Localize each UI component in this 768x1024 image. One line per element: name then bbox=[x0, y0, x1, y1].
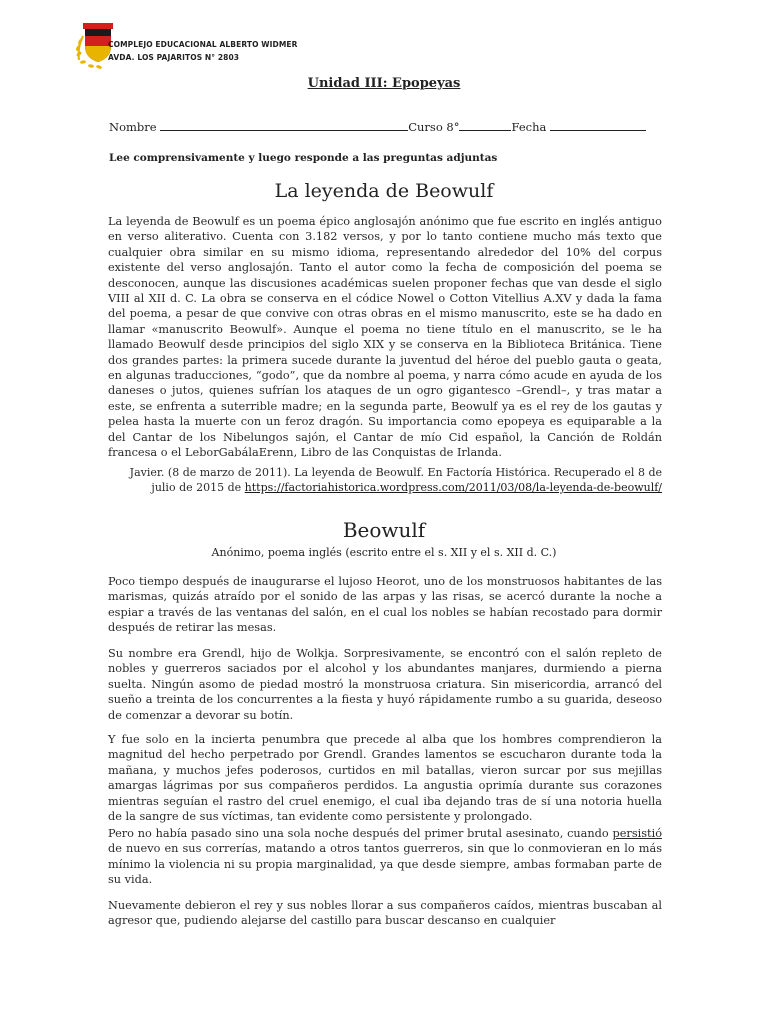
citation-text: Javier. (8 de marzo de 2011). La leyenda de Beowulf. En Factoría Histórica. Recuperado el 8 de julio de 2015 de bbox=[129, 466, 662, 495]
paragraph-4-underlined-word: persistió bbox=[612, 827, 662, 840]
section2-subtitle: Anónimo, poema inglés (escrito entre el s. XII y el s. XII d. C.) bbox=[211, 546, 557, 559]
paragraph-2: Su nombre era Grendl, hijo de Wolkja. Sorpresivamente, se encontró con el salón repleto de nobles y guerreros saciados por el alcohol y los abundantes manjares, durmiendo a pierna suelta. Ningún asomo de piedad mostró la monstruosa criatura. Sin misericordia, arrancó del sueño a treinta de los concurrentes a la fiesta y huyó rápidamente rumbo a su guarida, deseoso de comenzar a devorar su botín. bbox=[108, 647, 662, 722]
school-info bbox=[108, 38, 298, 64]
nombre-label: Nombre bbox=[109, 120, 157, 134]
paragraph-3: Y fue solo en la incierta penumbra que precede al alba que los hombres comprendieron la magnitud del hecho perpetrado por Grendl. Grandes lamentos se escucharon durante toda la mañana, y muchos jefes poderosos, curtidos en mil batallas, vieron surcar por sus mejillas amargas lágrimas por sus compañeros perdidos. La angustia oprimía durante sus corazones mientras seguían el rastro del cruel enemigo, el cual iba dejando tras de sí una notoria huella de la sangre de sus víctimas, tan evidente como persistente y prolongado. bbox=[108, 733, 662, 824]
section1-title: La leyenda de Beowulf bbox=[274, 180, 494, 202]
paragraph-4-before: Pero no había pasado sino una sola noche después del primer brutal asesinato, cuando bbox=[108, 827, 613, 840]
citation bbox=[108, 465, 662, 496]
section2-title: Beowulf bbox=[342, 518, 426, 542]
fecha-blank[interactable] bbox=[550, 119, 646, 131]
nombre-blank[interactable] bbox=[160, 119, 408, 131]
curso-label: Curso 8° bbox=[408, 120, 460, 134]
section1-body: La leyenda de Beowulf es un poema épico anglosajón anónimo que fue escrito en inglés antiguo en verso aliterativo. Cuenta con 3.182 versos, y por lo tanto contiene mucho más texto que cualquier obra similar en su mismo idioma, representando alrededor del 10% del corpus existente del verso anglosajón. Tanto el autor como la fecha de composición del poema se desconocen, aunque las discusiones académicas suelen proponer fechas que van desde el siglo VIII al XII d. C. La obra se conserva en el códice Nowel o Cotton Vitellius A.XV y dada la fama del poema, a pesar de que convive con otras obras en el mismo manuscrito, este se ha dado en llamar «manuscrito Beowulf». Aunque el poema no tiene título en el manuscrito, se le ha llamado Beowulf desde principios del siglo XIX y se conserva en la Biblioteca Británica. Tiene dos grandes partes: la primera sucede durante la juventud del héroe del pueblo gauta o geata, en algunas traducciones, “godo”, que da nombre al poema, y narra cómo acude en ayuda de los daneses o jutos, quienes sufrían los ataques de un ogro gigantesco –Grendl–, y tras matar a este, se enfrenta a suterrible madre; en la segunda parte, Beowulf ya es el rey de los gautas y pelea hasta la muerte con un feroz dragón. Su importancia como epopeya es equiparable a la del Cantar de los Nibelungos sajón, el Cantar de mío Cid español, la Canción de Roldán francesa o el LeborGabálaErenn, Libro de las Conquistas de Irlanda. bbox=[108, 215, 662, 460]
fecha-label: Fecha bbox=[511, 120, 547, 134]
citation-link[interactable]: https://factoriahistorica.wordpress.com/2011/03/08/la-leyenda-de-beowulf/ bbox=[244, 481, 662, 495]
curso-blank[interactable] bbox=[459, 119, 511, 131]
paragraph-1: Poco tiempo después de inaugurarse el lujoso Heorot, uno de los monstruosos habitantes de las marismas, quizás atraído por el sonido de las arpas y las risas, se acercó durante la noche a espiar a través de las ventanas del salón, en el cual los nobles se habían recostado para dormir después de retirar las mesas. bbox=[108, 575, 662, 635]
paragraph-5: Nuevamente debieron el rey y sus nobles llorar a sus compañeros caídos, mientras buscaban al agresor que, pudiendo alejarse del castillo para buscar descanso en cualquier bbox=[108, 899, 662, 928]
school-name: COMPLEJO EDUCACIONAL ALBERTO WIDMER bbox=[108, 40, 298, 49]
paragraph-4-after: de nuevo en sus correrías, matando a otros tantos guerreros, sin que lo conmovieran en lo más mínimo la violencia ni su propia marginalidad, ya que desde siempre, ambas formaban parte de su vida. bbox=[108, 842, 662, 887]
student-form-line bbox=[109, 119, 646, 134]
school-address: AVDA. LOS PAJARITOS N° 2803 bbox=[108, 53, 240, 62]
instruction-text: Lee comprensivamente y luego responde a las preguntas adjuntas bbox=[109, 152, 498, 164]
paragraph-4 bbox=[108, 826, 662, 888]
unit-title: Unidad III: Epopeyas bbox=[307, 76, 461, 91]
